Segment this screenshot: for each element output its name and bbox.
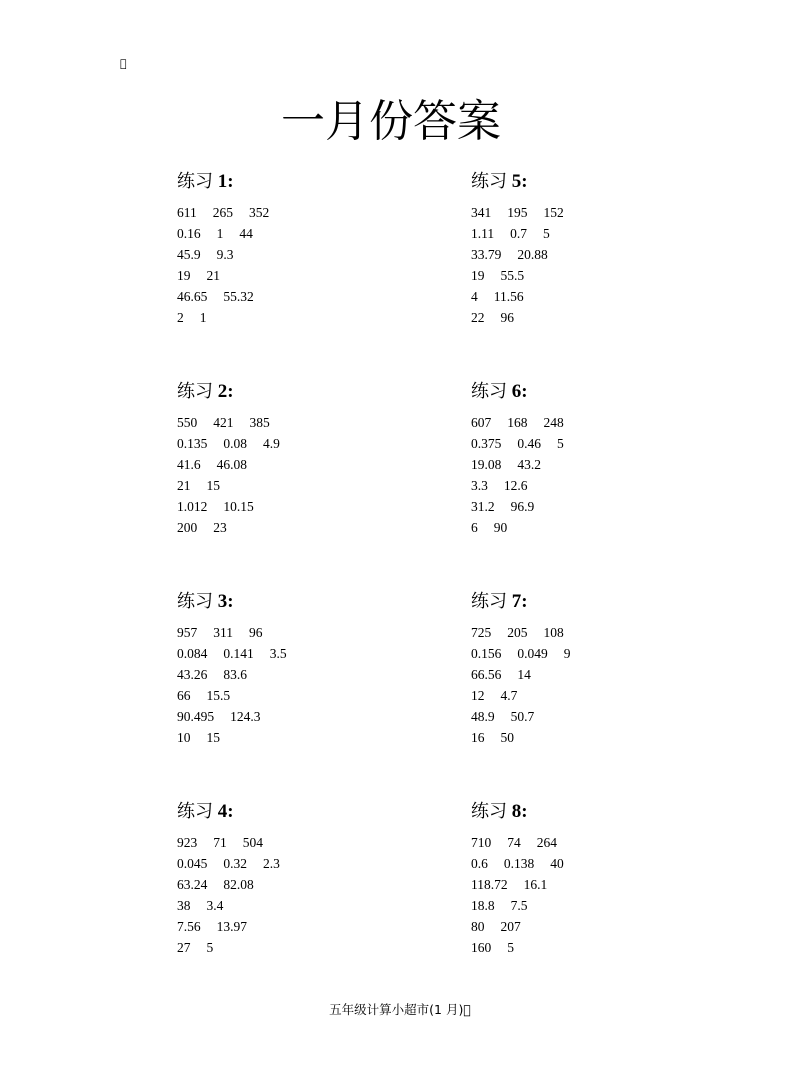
answer-value: 43.26: [177, 667, 208, 682]
answer-value: 3.4: [206, 898, 224, 913]
answer-value: 48.9: [471, 709, 495, 724]
answer-value: 12: [471, 688, 485, 703]
answer-value: 74: [507, 835, 521, 850]
answer-value: 19.08: [471, 457, 502, 472]
answer-value: 10: [177, 730, 191, 745]
corner-mark:  : [120, 57, 127, 70]
answer-value: 0.46: [517, 436, 541, 451]
answer-value: 10.15: [223, 499, 254, 514]
answer-value: 725: [471, 625, 492, 640]
exercise-heading: [471, 170, 711, 194]
answer-value: 15: [206, 478, 220, 493]
answer-row: [177, 286, 417, 307]
answer-row: [471, 643, 711, 664]
answer-value: 248: [543, 415, 564, 430]
answer-value: 5: [543, 226, 550, 241]
answer-row: [471, 937, 711, 958]
answer-value: 40: [550, 856, 564, 871]
answer-row: [471, 223, 711, 244]
exercise-label: 练习: [177, 381, 213, 402]
answer-row: [471, 727, 711, 748]
answer-value: 1.012: [177, 499, 208, 514]
answer-value: 46.08: [216, 457, 247, 472]
answer-value: 9.3: [216, 247, 234, 262]
answer-value: 38: [177, 898, 191, 913]
answer-row: [471, 706, 711, 727]
answer-row: [177, 517, 417, 538]
answer-value: 421: [213, 415, 234, 430]
answer-row: [177, 937, 417, 958]
answer-row: [177, 622, 417, 643]
answer-row: [177, 475, 417, 496]
answer-value: 341: [471, 205, 492, 220]
answer-row: [471, 307, 711, 328]
answer-value: 0.141: [223, 646, 254, 661]
exercise-heading: [471, 800, 711, 824]
answer-row: [177, 223, 417, 244]
page-footer: 五年级计算小超市(1 月) : [329, 1002, 471, 1017]
answer-row: [177, 433, 417, 454]
answer-value: 160: [471, 940, 492, 955]
answer-value: 0.045: [177, 856, 208, 871]
answer-value: 71: [213, 835, 227, 850]
answer-row: [471, 664, 711, 685]
answer-value: 19: [471, 268, 485, 283]
answer-value: 0.049: [517, 646, 548, 661]
answer-value: 13.97: [216, 919, 247, 934]
answer-value: 31.2: [471, 499, 495, 514]
answer-value: 3.3: [471, 478, 488, 493]
answer-value: 504: [242, 835, 263, 850]
answer-row: [177, 244, 417, 265]
answer-row: [471, 916, 711, 937]
answer-value: 205: [507, 625, 528, 640]
exercise-label: 练习: [471, 171, 507, 192]
answer-value: 195: [507, 205, 528, 220]
exercise-heading: [177, 590, 417, 614]
exercise-heading: [471, 590, 711, 614]
answer-value: 14: [517, 667, 531, 682]
answer-value: 41.6: [177, 457, 201, 472]
answer-value: 0.32: [223, 856, 247, 871]
answer-row: [471, 622, 711, 643]
answer-value: 4.7: [500, 688, 518, 703]
answer-value: 152: [543, 205, 564, 220]
answer-row: [471, 895, 711, 916]
answer-row: [471, 496, 711, 517]
answer-value: 710: [471, 835, 492, 850]
answer-value: 96.9: [510, 499, 535, 514]
answer-row: [177, 685, 417, 706]
answer-value: 16: [471, 730, 485, 745]
answer-value: 2: [177, 310, 184, 325]
answer-value: 4.9: [263, 436, 280, 451]
answer-value: 33.79: [471, 247, 502, 262]
answer-row: [177, 202, 417, 223]
answer-value: 118.72: [471, 877, 508, 892]
answer-value: 311: [213, 625, 233, 640]
answer-value: 80: [471, 919, 485, 934]
answer-value: 200: [177, 520, 198, 535]
answer-value: 607: [471, 415, 492, 430]
answer-value: 96: [500, 310, 514, 325]
answer-row: [471, 244, 711, 265]
answer-value: 7.56: [177, 919, 201, 934]
answer-value: 96: [249, 625, 263, 640]
answer-row: [471, 832, 711, 853]
answer-value: 5: [206, 940, 214, 955]
answer-value: 22: [471, 310, 485, 325]
answer-value: 50.7: [510, 709, 535, 724]
answer-value: 66.56: [471, 667, 502, 682]
answer-value: 1: [216, 226, 224, 241]
answer-row: [177, 412, 417, 433]
answer-value: 4: [471, 289, 478, 304]
answer-value: 55.32: [223, 289, 254, 304]
answer-value: 124.3: [230, 709, 261, 724]
exercise-label: 练习: [177, 171, 213, 192]
answer-value: 18.8: [471, 898, 495, 913]
answer-value: 352: [249, 205, 270, 220]
exercise-heading: [177, 380, 417, 404]
answer-value: 7.5: [510, 898, 528, 913]
answer-value: 265: [212, 205, 233, 220]
answer-row: [177, 496, 417, 517]
answer-value: 83.6: [223, 667, 247, 682]
answer-value: 90: [493, 520, 508, 535]
answer-value: 5: [557, 436, 564, 451]
answer-row: [471, 685, 711, 706]
answer-row: [177, 664, 417, 685]
exercise-section: [471, 170, 711, 328]
answer-value: 957: [177, 625, 198, 640]
answer-row: [471, 475, 711, 496]
page-title: 一月份答案: [281, 96, 501, 147]
answer-value: 12.6: [503, 478, 528, 493]
exercise-section: [177, 380, 417, 538]
answer-value: 46.65: [177, 289, 208, 304]
answer-value: 207: [500, 919, 521, 934]
answer-value: 90.495: [177, 709, 215, 724]
answer-value: 550: [177, 415, 198, 430]
answer-value: 5: [507, 940, 514, 955]
answer-row: [177, 853, 417, 874]
exercise-number: 3:: [217, 591, 234, 612]
answer-value: 27: [177, 940, 191, 955]
exercise-heading: [177, 170, 417, 194]
answer-value: 23: [213, 520, 227, 535]
answer-value: 21: [177, 478, 191, 493]
answer-value: 82.08: [223, 877, 254, 892]
answer-row: [471, 874, 711, 895]
answer-value: 20.88: [517, 247, 548, 262]
answer-value: 15: [206, 730, 220, 745]
answer-value: 63.24: [177, 877, 208, 892]
answer-row: [471, 286, 711, 307]
exercise-label: 练习: [471, 381, 507, 402]
answer-value: 43.2: [517, 457, 541, 472]
answer-value: 0.7: [510, 226, 527, 241]
answer-value: 19: [177, 268, 191, 283]
answer-row: [177, 454, 417, 475]
exercise-section: [177, 590, 417, 748]
exercise-label: 练习: [177, 591, 213, 612]
answer-value: 264: [536, 835, 557, 850]
answer-value: 45.9: [177, 247, 201, 262]
answer-value: 168: [507, 415, 528, 430]
answer-row: [177, 874, 417, 895]
answer-value: 385: [249, 415, 270, 430]
exercise-number: 4:: [217, 801, 234, 822]
answer-value: 0.16: [177, 226, 201, 241]
answer-value: 3.5: [269, 646, 287, 661]
answer-value: 50: [500, 730, 514, 745]
exercise-number: 2:: [217, 381, 234, 402]
answer-value: 1.11: [471, 226, 495, 241]
answer-value: 0.084: [177, 646, 208, 661]
answer-value: 16.1: [523, 877, 548, 892]
exercise-number: 8:: [511, 801, 528, 822]
answer-row: [177, 727, 417, 748]
answer-value: 0.6: [471, 856, 488, 871]
answer-value: 0.375: [471, 436, 502, 451]
answer-value: 21: [206, 268, 220, 283]
exercise-section: [177, 170, 417, 328]
exercise-section: [471, 800, 711, 958]
exercise-section: [177, 800, 417, 958]
answer-row: [471, 433, 711, 454]
answer-value: 0.156: [471, 646, 502, 661]
exercise-number: 7:: [511, 591, 528, 612]
exercise-number: 1:: [217, 171, 234, 192]
answer-row: [177, 307, 417, 328]
exercise-label: 练习: [177, 801, 213, 822]
answer-value: 44: [239, 226, 253, 241]
answer-value: 6: [471, 520, 478, 535]
answer-value: 9: [563, 646, 571, 661]
exercise-heading: [177, 800, 417, 824]
answer-value: 1: [199, 310, 207, 325]
answer-row: [177, 916, 417, 937]
answer-row: [471, 265, 711, 286]
answer-value: 923: [177, 835, 198, 850]
exercise-heading: [471, 380, 711, 404]
exercise-number: 6:: [511, 381, 528, 402]
answer-row: [177, 895, 417, 916]
answer-value: 55.5: [500, 268, 525, 283]
answer-value: 11.56: [493, 289, 524, 304]
answer-value: 0.08: [223, 436, 247, 451]
exercise-label: 练习: [471, 591, 507, 612]
answer-value: 66: [177, 688, 191, 703]
answer-row: [471, 853, 711, 874]
answer-row: [177, 643, 417, 664]
answer-row: [177, 706, 417, 727]
answer-value: 0.135: [177, 436, 208, 451]
answer-value: 611: [177, 205, 197, 220]
answer-value: 0.138: [503, 856, 535, 871]
answer-row: [177, 832, 417, 853]
answer-row: [471, 412, 711, 433]
answer-row: [177, 265, 417, 286]
answer-row: [471, 517, 711, 538]
exercise-section: [471, 590, 711, 748]
answer-value: 2.3: [263, 856, 280, 871]
answer-value: 108: [543, 625, 564, 640]
answer-value: 15.5: [206, 688, 231, 703]
exercise-section: [471, 380, 711, 538]
answer-row: [471, 202, 711, 223]
exercise-number: 5:: [511, 171, 528, 192]
exercise-label: 练习: [471, 801, 507, 822]
answer-row: [471, 454, 711, 475]
